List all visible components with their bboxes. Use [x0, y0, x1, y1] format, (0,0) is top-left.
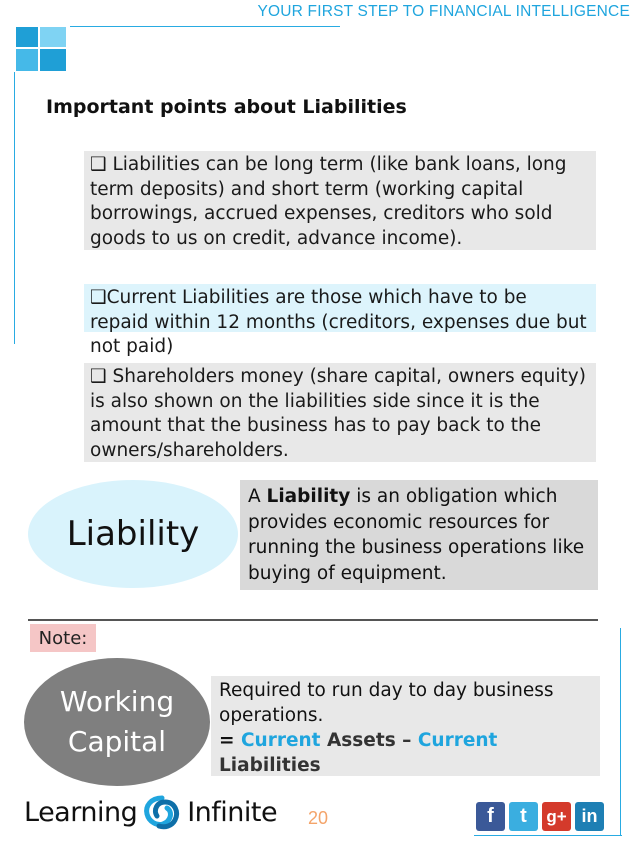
section-divider [28, 619, 598, 621]
brand-left-text: Learning [24, 796, 138, 828]
twitter-icon[interactable]: t [509, 802, 538, 831]
checkbox-bullet-icon: ❑ [90, 287, 107, 308]
facebook-icon[interactable]: f [476, 802, 505, 831]
note-label: Note: [30, 624, 96, 652]
definition-term: Liability [266, 486, 351, 507]
header-tagline: YOUR FIRST STEP TO FINANCIAL INTELLIGENCE [257, 3, 630, 20]
section-title: Important points about Liabilities [46, 96, 407, 118]
point-text: Shareholders money (share capital, owners equity) is also shown on the liabilities side since it is the amount that the business has to pay back to the owners/shareholders. [90, 366, 586, 461]
left-rule [14, 72, 15, 344]
working-capital-line2: Capital [67, 725, 167, 758]
google-plus-icon[interactable]: g+ [542, 802, 571, 831]
formula-liabilities: Liabilities [219, 755, 321, 776]
working-capital-line1: Working [59, 685, 175, 718]
definition-prefix: A [248, 486, 267, 507]
point-text: Current Liabilities are those which have to be repaid within 12 months (creditors, expenses due but not paid) [90, 287, 587, 357]
formula-equals: = [219, 730, 241, 751]
formula-assets: Assets [320, 730, 396, 751]
point-long-short-term [84, 151, 596, 250]
point-text: Liabilities can be long term (like bank loans, long term deposits) and short term (working capital borrowings, accrued expenses, creditors who sold goods to us on credit, advance income). [90, 154, 567, 249]
liability-ellipse [28, 480, 238, 588]
bottom-rule [474, 835, 622, 836]
working-capital-formula [219, 728, 592, 753]
infinity-swirl-icon [139, 792, 185, 832]
liability-label: Liability [66, 514, 200, 554]
working-capital-ellipse [24, 658, 210, 786]
brand-logo [24, 792, 277, 832]
linkedin-icon[interactable]: in [575, 802, 604, 831]
header-rule [70, 26, 340, 27]
definition-text: is an obligation which provides economic resources for running the business operations like buying of equipment. [248, 486, 585, 584]
corner-squares-logo [14, 27, 68, 71]
checkbox-bullet-icon: ❑ [90, 366, 107, 387]
working-capital-desc: Required to run day to day business operations. [219, 680, 554, 726]
page-number: 20 [308, 808, 329, 828]
point-current-liabilities [84, 284, 596, 357]
checkbox-bullet-icon: ❑ [90, 154, 107, 175]
social-links [476, 802, 604, 831]
formula-current-1: Current [240, 730, 321, 751]
formula-current-2: Current [417, 730, 498, 751]
right-rule [620, 628, 621, 836]
point-shareholders-money [84, 363, 596, 462]
formula-minus: – [395, 730, 418, 751]
liability-definition [240, 480, 598, 590]
working-capital-description [211, 676, 600, 776]
brand-right-text: Infinite [187, 796, 278, 828]
